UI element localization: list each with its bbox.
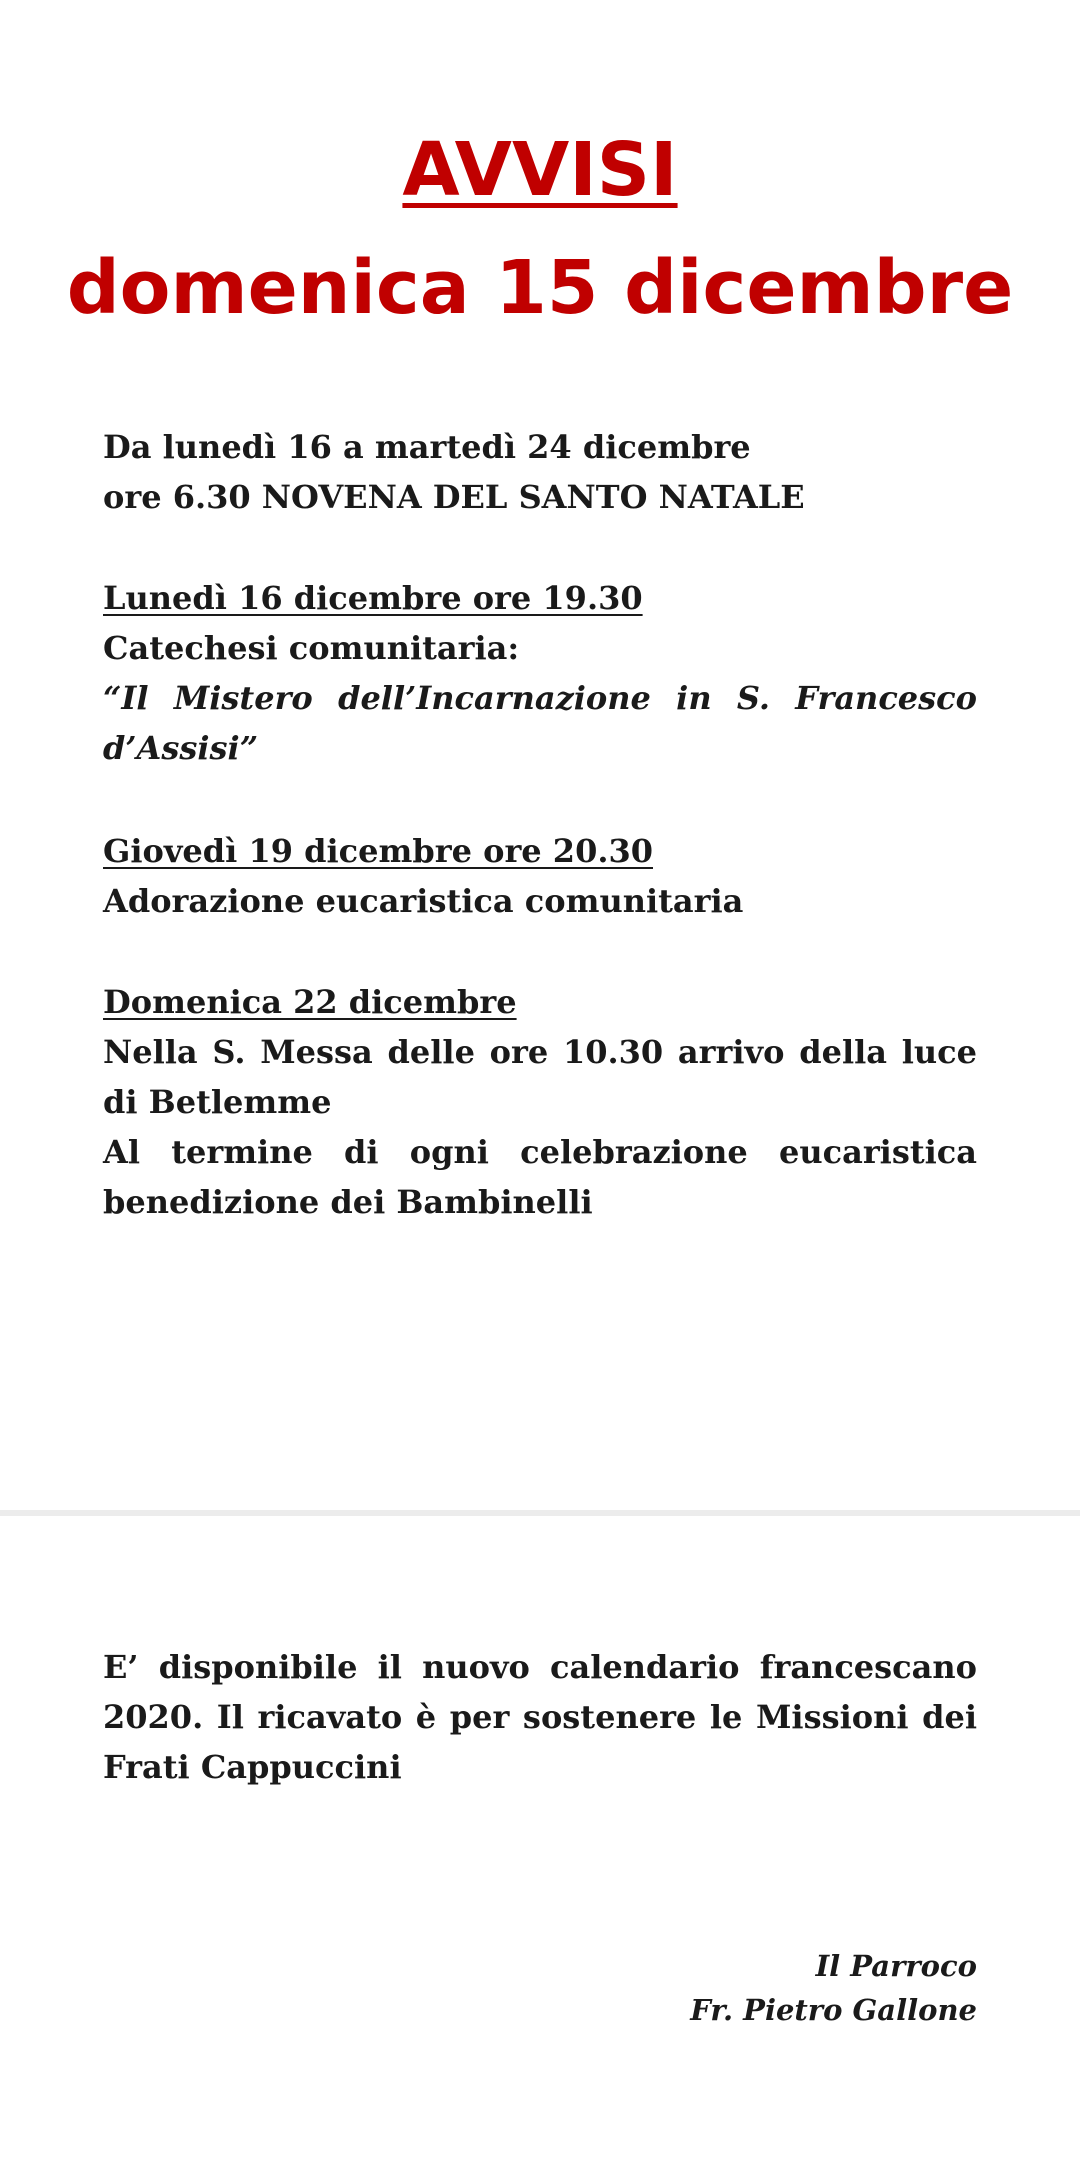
page-2	[0, 1516, 1080, 2160]
notice-domenica-heading: Domenica 22 dicembre	[103, 983, 517, 1021]
notice-adorazione-text: Adorazione eucaristica comunitaria	[103, 882, 744, 920]
signature-name: Fr. Pietro Gallone	[690, 1993, 977, 2027]
notice-adorazione-heading: Giovedì 19 dicembre ore 20.30	[103, 832, 653, 870]
notice-novena	[103, 422, 977, 522]
notice-novena-time: ore 6.30 NOVENA DEL SANTO NATALE	[103, 478, 805, 516]
notice-catechesi-label: Catechesi comunitaria:	[103, 629, 520, 667]
signature-role: Il Parroco	[815, 1949, 977, 1983]
notice-catechesi	[103, 573, 977, 773]
notice-adorazione	[103, 826, 977, 926]
page-title: AVVISI	[402, 127, 678, 213]
notice-novena-dates: Da lunedì 16 a martedì 24 dicembre	[103, 428, 751, 466]
notice-catechesi-quote: “Il Mistero dell’Incarnazione in S. Francesco d’Assisi”	[103, 679, 977, 767]
notice-domenica	[103, 977, 977, 1227]
signature	[103, 1944, 977, 2032]
notice-domenica-text-1: Nella S. Messa delle ore 10.30 arrivo della luce di Betlemme	[103, 1033, 977, 1121]
calendar-notice: E’ disponibile il nuovo calendario francescano 2020. Il ricavato è per sostenere le Missioni dei Frati Cappuccini	[103, 1648, 977, 1786]
notice-catechesi-heading: Lunedì 16 dicembre ore 19.30	[103, 579, 643, 617]
notice-domenica-text-2: Al termine di ogni celebrazione eucaristica benedizione dei Bambinelli	[103, 1133, 977, 1221]
page-subtitle: domenica 15 dicembre	[66, 245, 1014, 331]
